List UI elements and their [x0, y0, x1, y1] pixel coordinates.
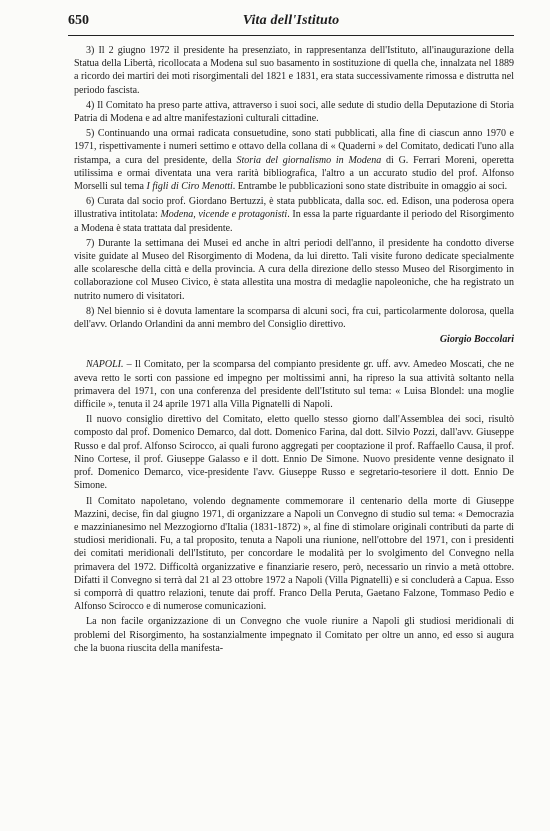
napoli-paragraph-4: La non facile organizzazione di un Convegno che vuole riunire a Napoli gli studiosi meridionali di problemi del Risorgimento, ha sostanzialmente impegnato il Comitato per oltre un anno, ed esso si augura che la buona riuscita della manifesta-	[74, 616, 514, 654]
napoli-paragraph-2: Il nuovo consiglio direttivo del Comitato, eletto quello stesso giorno dall'Assemblea dei soci, risultò composto dal prof. Domenico Demarco, dal dott. Domenico Farina, dal dott. Silvio Pozzi, dall'avv. Giuseppe Russo e dal prof. Alfonso Scirocco, ai quali furono aggregati per cooptazione il prof. Raffaello Causa, il prof. Nino Cortese, il prof. Giuseppe Galasso e il dott. Ennio De Simone. Nuovo presidente venne designato il prof. Domenico Demarco, vice-presidente l'avv. Giuseppe Russo e segretario-tesoriere il dott. Ennio De Simone.	[74, 414, 514, 492]
paragraph-5-part-1: 5) Continuando una ormai radicata consuetudine, sono stati pubblicati, alla fine di ciascun anno 1970 e 1971, rispettivamente i numeri settimo e ottavo della collana di « Quaderni » del Comitato, dedicati l'uno alla ristampa, a cura del presidente, della	[74, 128, 514, 166]
napoli-paragraph-1	[74, 358, 514, 411]
napoli-paragraph-3: Il Comitato napoletano, volendo degnamente commemorare il centenario della morte di Giuseppe Mazzini, decise, fin dal giugno 1971, di organizzare a Napoli un Convegno di studio sul tema: « Democrazia e mazzinianesimo nel Mezzogiorno d'Italia (1831-1872) », al fine di stimolare originali contributi da parte di studiosi meridionali. Fu, a tal proposito, tenuta a Napoli una riunione, nell'ottobre del 1971, con i presidenti dei comitati meridionali dell'Istituto, per concordare le modalità per lo svolgimento del Convegno nella primavera del 1972. Difficoltà organizzative e finanziarie resero, però, necessario un rinvio a metà ottobre. Difatti il Convegno si terrà dal 21 al 23 ottobre 1972 a Napoli (Villa Pignatelli) e si concluderà a Capua. Esso si comporrà di quattro relazioni, tenute dai proff. Franco Della Peruta, Gaetano Falzone, Tommaso Pedio e Alfonso Scirocco e di numerose comunicazioni.	[74, 495, 514, 613]
paragraph-4: 4) Il Comitato ha preso parte attiva, attraverso i suoi soci, alle sedute di studio della Deputazione di Storia Patria di Modena e ad altre manifestazioni culturali cittadine.	[74, 99, 514, 125]
paragraph-7: 7) Durante la settimana dei Musei ed anche in altri periodi dell'anno, il presidente ha condotto diverse visite guidate al Museo del Risorgimento di Modena, da lui diretto. Tali visite furono dedicate specialmente alle scolaresche della città e della provincia. A cura della direzione dello stesso Museo del Risorgimento in collaborazione col Museo Civico, è stata allestita una mostra di medaglie napoleoniche, che ha registrato un nutrito numero di visitatori.	[74, 237, 514, 302]
city-heading-napoli: NAPOLI.	[86, 359, 124, 371]
page-number: 650	[68, 13, 89, 28]
modena-report	[74, 44, 514, 346]
running-title: Vita dell'Istituto	[242, 13, 340, 28]
book-title-figli-ciro-menotti: I figli di Ciro Menotti	[146, 181, 233, 193]
paragraph-6-part-1: 6) Curata dal socio prof. Giordano Bertuzzi, è stata pubblicata, dalla soc. ed. Edison, una poderosa opera illustrativa intitolata:	[74, 196, 514, 221]
body-text	[74, 44, 514, 655]
napoli-paragraph-1-text: – Il Comitato, per la scomparsa del compianto presidente gr. uff. avv. Amedeo Moscati, che ne aveva retto le sorti con passione ed impegno per moltissimi anni, ha ripreso la sua attività soltanto nella primavera del 1971, con una conferenza del presidente dell'Istituto sul tema: « Luisa Blondel: una moglie difficile », tenuta il 24 aprile 1971 alla Villa Pignatelli di Napoli.	[74, 359, 514, 411]
paragraph-3: 3) Il 2 giugno 1972 il presidente ha presenziato, in rappresentanza dell'Istituto, all'inaugurazione della Statua della Libertà, ricollocata a Modena sul suo basamento in sostituzione di quella che, innalzata nel 1889 a ricordo dei martiri dei moti risorgimentali del 1821 e 1831, era stata successivamente rimossa e distrutta nel periodo fascista.	[74, 45, 514, 96]
paragraph-5-part-2: di G. Ferrari Moreni, operetta utilissima e ormai diventata una vera rarità bibliografica, l'altro a un accurato studio del prof. Alfonso Morselli sul tema	[74, 154, 514, 193]
book-title-storia-giornalismo: Storia del giornalismo in Modena	[236, 154, 382, 166]
book-title-modena-vicende: Modena, vicende e protagonisti	[160, 209, 288, 221]
author-signature: Giorgio Boccolari	[439, 334, 514, 346]
paragraph-6-part-2: . In essa la parte riguardante il periodo del Risorgimento a Modena è stata trattata dal presidente.	[74, 209, 515, 234]
page-header	[68, 13, 514, 36]
paragraph-8: 8) Nel biennio si è dovuta lamentare la scomparsa di alcuni soci, fra cui, particolarmente dolorosa, quella dell'avv. Orlando Orlandini da anni membro del Consiglio direttivo.	[74, 305, 514, 331]
paragraph-6	[74, 195, 514, 235]
paragraph-5	[74, 127, 514, 193]
napoli-report	[74, 358, 514, 654]
paragraph-5-part-3: . Entrambe le pubblicazioni sono state distribuite in omaggio ai soci.	[232, 181, 508, 193]
